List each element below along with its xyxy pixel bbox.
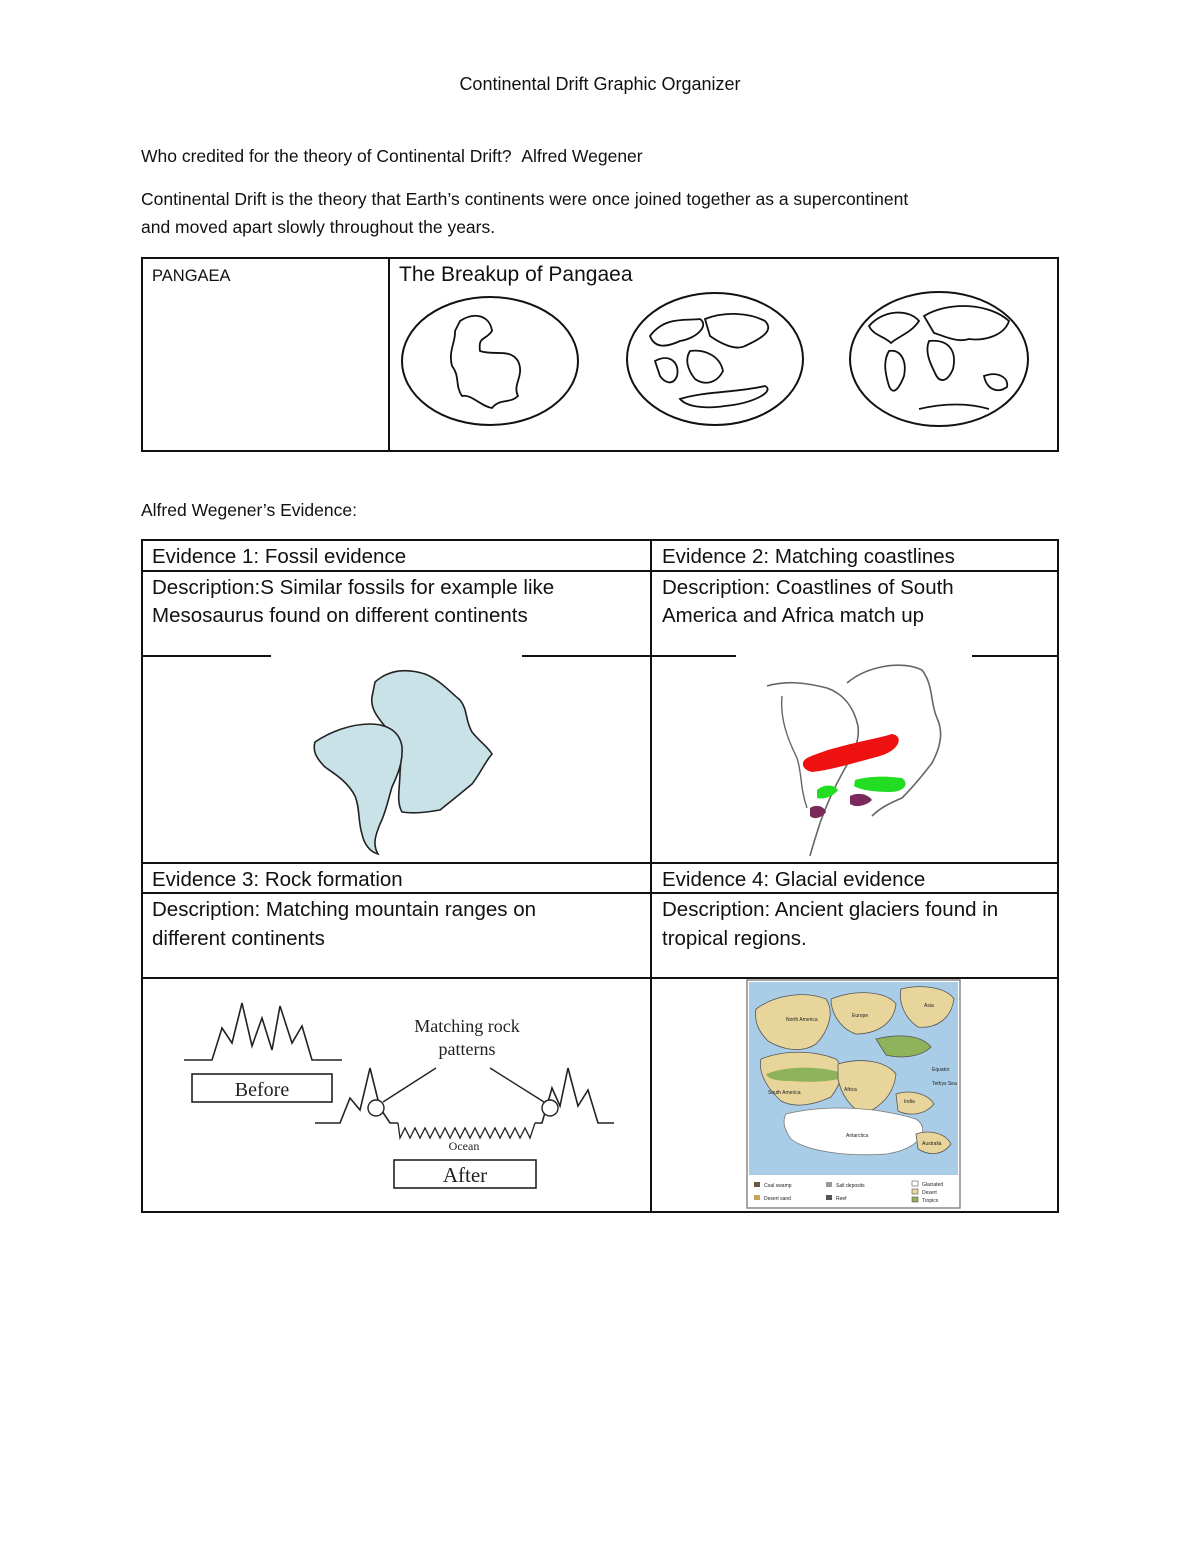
legend-tropics: Tropics bbox=[922, 1198, 939, 1204]
map-label-india: India bbox=[904, 1099, 915, 1105]
table-border bbox=[141, 655, 271, 657]
map-label-south-america: South America bbox=[768, 1090, 801, 1096]
evidence-1-heading: Evidence 1: Fossil evidence bbox=[152, 545, 407, 568]
legend-salt-deposits: Salt deposits bbox=[836, 1183, 865, 1189]
globe-pangaea bbox=[400, 296, 580, 431]
question-text: Who credited for the theory of Continental Drift? bbox=[141, 146, 512, 166]
legend-glaciated: Glaciated bbox=[922, 1182, 944, 1188]
legend-desert: Desert bbox=[922, 1190, 937, 1196]
table-border bbox=[141, 257, 1059, 259]
map-label-africa: Africa bbox=[844, 1087, 857, 1093]
table-border bbox=[141, 539, 1059, 541]
evidence-3-desc-line-1: Description: Matching mountain ranges on bbox=[152, 898, 537, 921]
evidence-3-desc-line-2: different continents bbox=[152, 927, 325, 950]
table-border bbox=[650, 539, 652, 1212]
table-border bbox=[1057, 257, 1059, 451]
question-line bbox=[141, 142, 643, 170]
answer-text: Alfred Wegener bbox=[521, 146, 643, 166]
map-label-tethys-sea: Tethys Sea bbox=[932, 1081, 957, 1087]
definition-line-2: and moved apart slowly throughout the years. bbox=[141, 217, 496, 237]
before-label: Before bbox=[234, 1079, 290, 1101]
evidence-2-heading: Evidence 2: Matching coastlines bbox=[662, 545, 955, 568]
breakup-title: The Breakup of Pangaea bbox=[399, 263, 633, 286]
map-label-asia: Asia bbox=[924, 1003, 934, 1009]
evidence-2-desc-line-1: Description: Coastlines of South bbox=[662, 576, 954, 599]
table-border bbox=[1057, 539, 1059, 1212]
legend-coal-swamp: Coal swamp bbox=[764, 1183, 792, 1189]
evidence-2-desc-line-2: America and Africa match up bbox=[662, 604, 925, 627]
table-border bbox=[141, 450, 1059, 452]
evidence-4-desc-line-2: tropical regions. bbox=[662, 927, 807, 950]
rock-caption-line-2: patterns bbox=[438, 1039, 496, 1059]
map-label-north-america: North America bbox=[786, 1017, 818, 1023]
globe-modern bbox=[849, 291, 1031, 431]
table-border bbox=[388, 257, 390, 451]
evidence-4-desc-line-1: Description: Ancient glaciers found in bbox=[662, 898, 999, 921]
ocean-label: Ocean bbox=[448, 1139, 480, 1153]
table-border bbox=[141, 1211, 1059, 1213]
legend-reef: Reef bbox=[836, 1196, 847, 1202]
map-label-europe: Europe bbox=[852, 1013, 869, 1019]
table-border bbox=[972, 655, 1059, 657]
pangaea-label: PANGAEA bbox=[152, 267, 231, 285]
glacial-evidence-map bbox=[746, 979, 962, 1211]
evidence-heading: Alfred Wegener’s Evidence: bbox=[141, 500, 357, 520]
fossil-continents-image bbox=[300, 662, 495, 857]
page-title: Continental Drift Graphic Organizer bbox=[459, 74, 741, 94]
evidence-1-desc-line-2: Mesosaurus found on different continents bbox=[152, 604, 528, 627]
rock-formation-diagram bbox=[180, 998, 620, 1193]
evidence-4-heading: Evidence 4: Glacial evidence bbox=[662, 868, 926, 891]
evidence-3-heading: Evidence 3: Rock formation bbox=[152, 868, 403, 891]
map-label-antarctica: Antarctica bbox=[846, 1133, 869, 1139]
table-border bbox=[522, 655, 736, 657]
rock-caption-line-1: Matching rock bbox=[414, 1016, 520, 1036]
after-label: After bbox=[442, 1163, 488, 1187]
table-border bbox=[141, 257, 143, 451]
evidence-1-desc-line-1: Description:S Similar fossils for example like bbox=[152, 576, 555, 599]
legend-desert-sand: Desert sand bbox=[764, 1196, 791, 1202]
map-label-australia: Australia bbox=[922, 1141, 942, 1147]
map-label-equator: Equator bbox=[932, 1067, 950, 1073]
definition-line-1: Continental Drift is the theory that Earth’s continents were once joined together as a supercontinent bbox=[141, 189, 909, 209]
globe-breakup bbox=[625, 291, 805, 431]
table-border bbox=[141, 862, 1059, 864]
table-border bbox=[141, 539, 143, 1212]
coastline-fossil-map bbox=[762, 658, 952, 858]
